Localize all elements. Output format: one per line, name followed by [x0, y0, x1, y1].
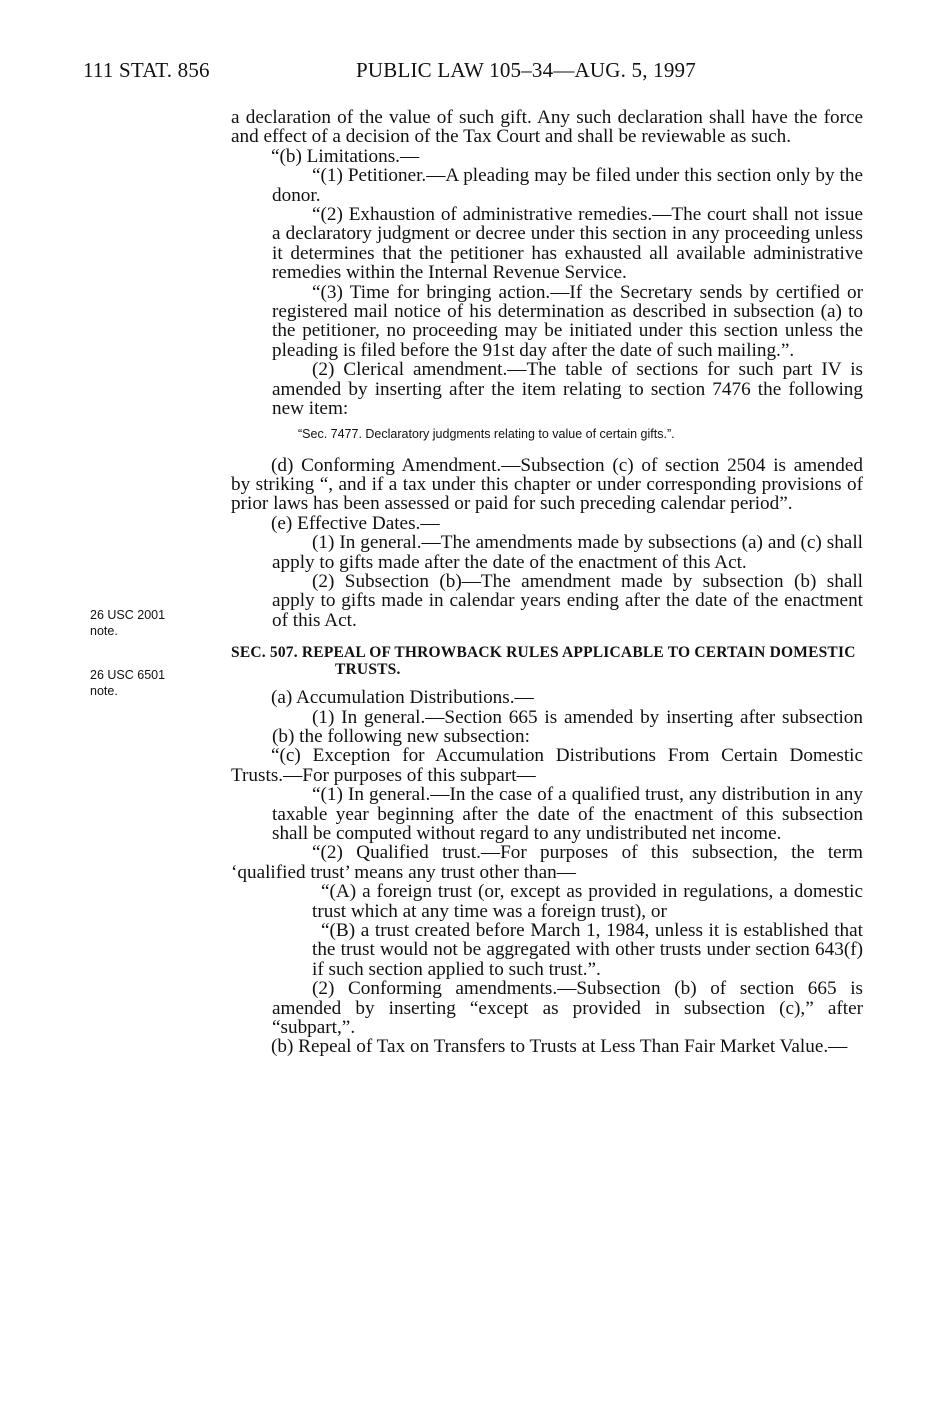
paragraph-exception: “(c) Exception for Accumulation Distributions From Certain Domestic Trusts.—For purposes of this subpart— [231, 745, 863, 786]
paragraph-in-general-665: (1) In general.—Section 665 is amended by inserting after subsection (b) the following new subsection: [272, 706, 863, 747]
section-heading: SEC. 507. REPEAL OF THROWBACK RULES APPLICABLE TO CERTAIN DOMESTIC TRUSTS. [231, 644, 856, 679]
paragraph-conforming-amendment: (d) Conforming Amendment.—Subsection (c) of section 2504 is amended by striking “, and if a tax under this chapter or under corresponding provisions of prior laws has been assessed or paid for such preceding calendar period”. [231, 454, 863, 515]
paragraph-foreign-trust: “(A) a foreign trust (or, except as provided in regulations, a domestic trust which at any time was a foreign trust), or [312, 881, 863, 922]
paragraph-qualified-trust: “(2) Qualified trust.—For purposes of this subsection, the term ‘qualified trust’ means any trust other than— [231, 842, 863, 883]
paragraph-conforming-amendments: (2) Conforming amendments.—Subsection (b) of section 665 is amended by inserting “except as provided in subsection (c),” after “subpart,”. [272, 978, 863, 1039]
paragraph-repeal-of-tax: (b) Repeal of Tax on Transfers to Trusts at Less Than Fair Market Value.— [271, 1036, 848, 1058]
paragraph-exhaustion: “(2) Exhaustion of administrative remedies.—The court shall not issue a declaratory judgment or decree under this section in any proceeding unless it determines that the petitioner has exhausted all available administrative remedies within the Internal Revenue Service. [272, 204, 863, 284]
paragraph-accumulation-distributions: (a) Accumulation Distributions.— [271, 687, 534, 709]
paragraph-petitioner: “(1) Petitioner.—A pleading may be filed under this section only by the donor. [272, 165, 863, 206]
statute-page-reference: 111 STAT. 856 [83, 58, 210, 82]
paragraph-effective-dates: (e) Effective Dates.— [271, 512, 440, 534]
margin-note-6501 [90, 667, 165, 699]
margin-note-label: note. [90, 684, 118, 698]
paragraph: a declaration of the value of such gift. Any such declaration shall have the force and effect of a decision of the Tax Court and shall be reviewable as such. [231, 107, 863, 148]
paragraph-in-general: (1) In general.—The amendments made by subsections (a) and (c) shall apply to gifts made after the date of the enactment of this Act. [272, 532, 863, 573]
paragraph-subsection-b: (2) Subsection (b)—The amendment made by subsection (b) shall apply to gifts made in calendar years ending after the date of the enactment of this Act. [272, 570, 863, 631]
paragraph-clerical-amendment: (2) Clerical amendment.—The table of sections for such part IV is amended by inserting after the item relating to section 7476 the following new item: [272, 359, 863, 420]
table-of-sections-item: “Sec. 7477. Declaratory judgments relating to value of certain gifts.”. [298, 426, 675, 441]
margin-note-2001 [90, 607, 165, 639]
paragraph-qualified-in-general: “(1) In general.—In the case of a qualified trust, any distribution in any taxable year beginning after the date of the enactment of this subsection shall be computed without regard to any undistributed net income. [272, 784, 863, 844]
margin-note-citation: 26 USC 2001 [90, 608, 166, 622]
margin-note-citation: 26 USC 6501 [90, 668, 166, 682]
margin-note-label: note. [90, 624, 118, 638]
document-body [231, 108, 863, 1057]
paragraph-time-for-action: “(3) Time for bringing action.—If the Secretary sends by certified or registered mail notice of his determination as described in subsection (a) to the petitioner, no proceeding may be initiated under this section unless the pleading is filed before the 91st day after the date of such mailing.”. [272, 281, 863, 361]
public-law-header: PUBLIC LAW 105–34—AUG. 5, 1997 [356, 58, 696, 82]
paragraph-limitations: “(b) Limitations.— [271, 145, 420, 167]
paragraph-trust-created: “(B) a trust created before March 1, 1984, unless it is established that the trust would not be aggregated with other trusts under section 643(f) if such section applied to such trust.”. [312, 920, 863, 980]
